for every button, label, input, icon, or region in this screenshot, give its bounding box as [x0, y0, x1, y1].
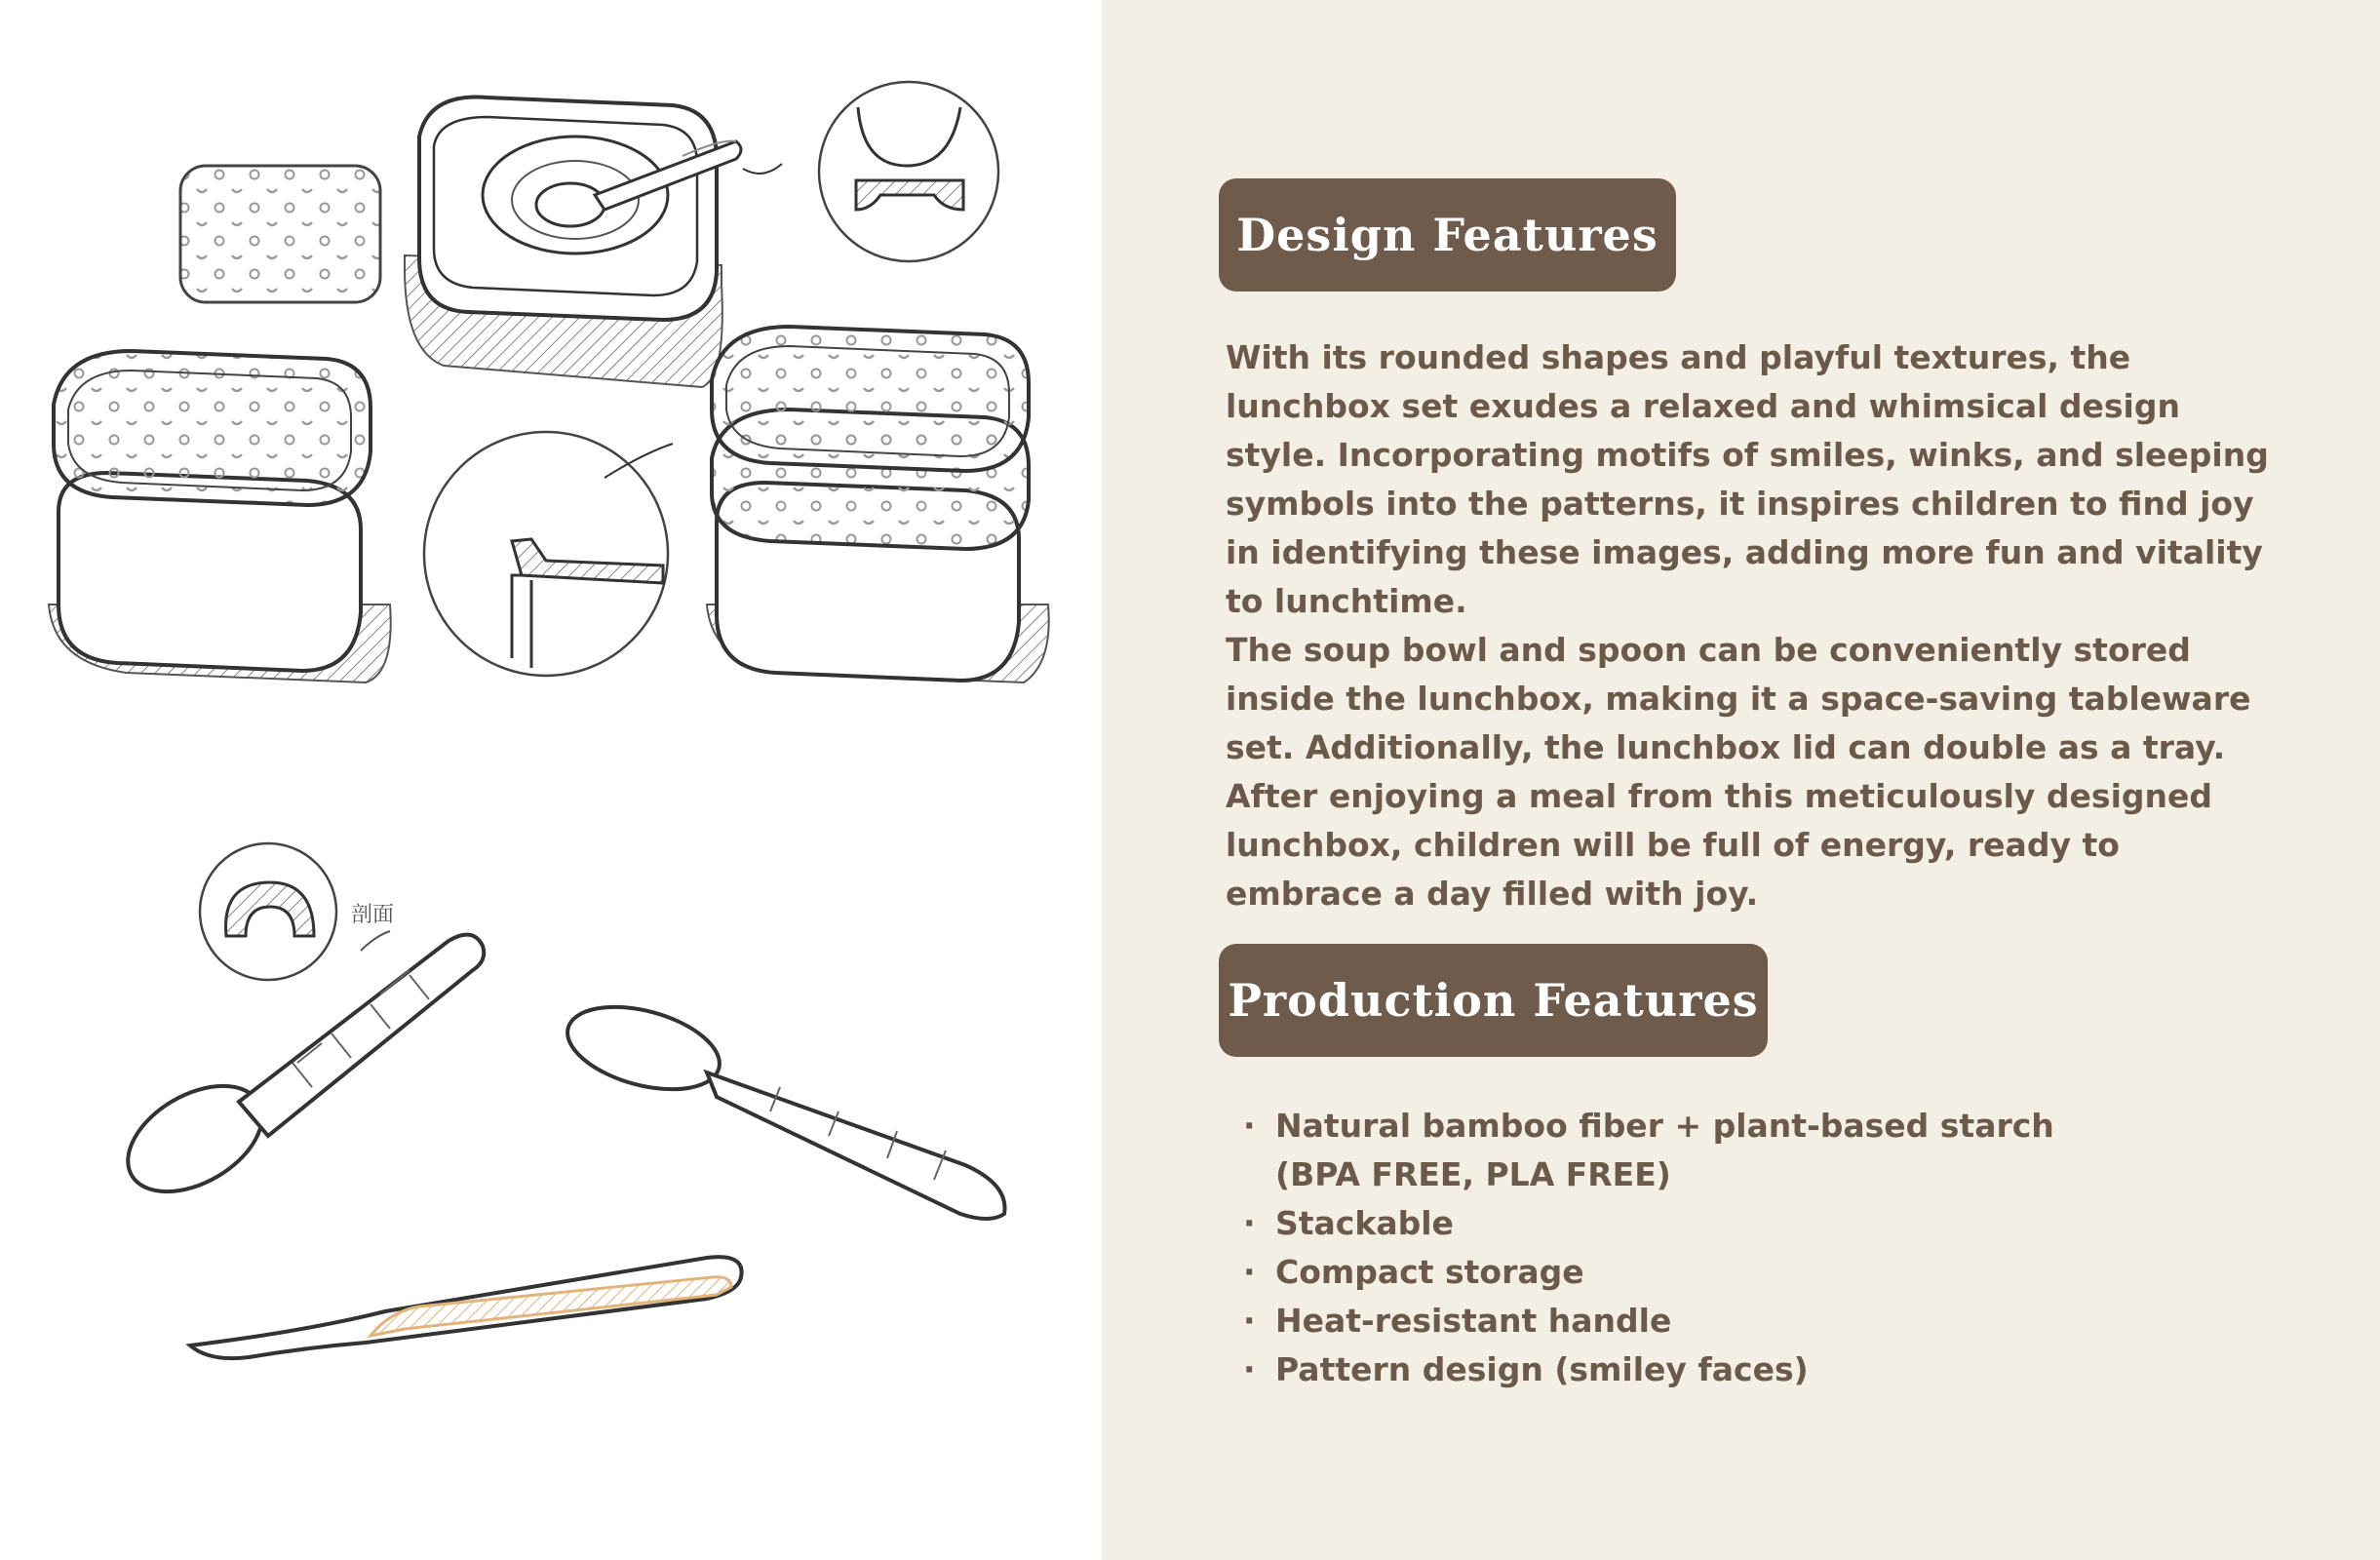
- feature-item: [1243, 1199, 2054, 1248]
- feature-item: [1243, 1346, 2054, 1394]
- spoon-sketch-2: [559, 993, 1005, 1219]
- production-feature-list: [1243, 1102, 2054, 1394]
- feature-item-label: Pattern design (smiley faces): [1275, 1350, 1809, 1388]
- feature-item: [1243, 1297, 2054, 1346]
- sketch-panel: [0, 0, 1102, 1560]
- design-paragraph-1: With its rounded shapes and playful textures, the lunchbox set exudes a relaxed and whimsical design style. Incorporating motifs of smiles, winks, and sleeping symbols into the patterns, it inspires children to find joy in identifying these images, adding more fun and vitality to lunchtime.: [1226, 338, 2269, 620]
- open-box-with-bowl-sketch: [405, 98, 741, 388]
- loose-lid-sketch: [180, 166, 380, 302]
- feature-item: [1243, 1248, 2054, 1297]
- detail-circle-rim: [743, 82, 998, 261]
- design-features-heading: Design Features: [1219, 178, 1676, 292]
- spoon-section-detail: [200, 843, 394, 980]
- production-features-heading: Production Features: [1219, 944, 1768, 1057]
- spoon-sketch-side: [190, 1257, 742, 1358]
- feature-item: [1243, 1102, 2054, 1199]
- stacked-box-right-sketch: [707, 327, 1049, 682]
- design-paragraph-2: The soup bowl and spoon can be conveniently stored inside the lunchbox, making it a space-saving tableware set. Additionally, the lunchbox lid can double as a tray. After enjoying a meal from this meticulously designed lunchbox, children will be full of energy, ready to embrace a day filled with joy.: [1226, 631, 2251, 913]
- section-annotation: 剖面: [351, 903, 395, 927]
- feature-item-label: Natural bamboo fiber + plant-based starch: [1275, 1107, 2054, 1145]
- spoon-sketch-1: [110, 935, 485, 1214]
- detail-circle-lid-edge: [424, 432, 673, 676]
- feature-item-sub: (BPA FREE, PLA FREE): [1275, 1155, 1671, 1193]
- feature-item-label: Compact storage: [1275, 1253, 1584, 1291]
- info-panel: [1102, 0, 2380, 1560]
- feature-item-label: Heat-resistant handle: [1275, 1302, 1672, 1340]
- feature-item-label: Stackable: [1275, 1204, 1454, 1242]
- stacked-box-left-sketch: [49, 351, 391, 682]
- product-sketch: [0, 0, 1102, 1560]
